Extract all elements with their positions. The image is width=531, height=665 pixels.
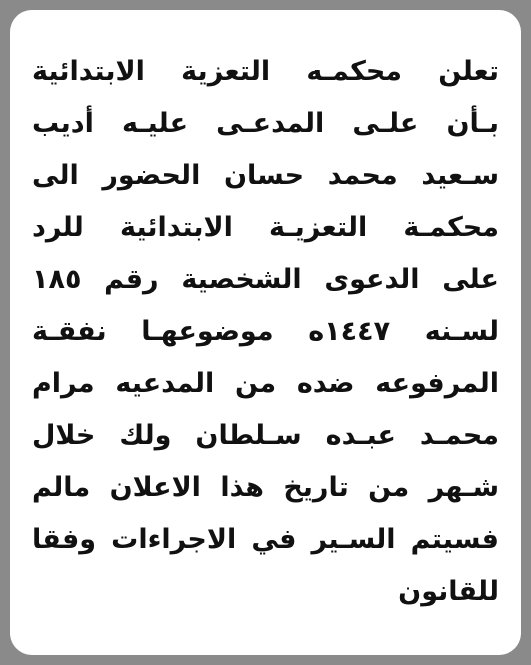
notice-line-9: شـهر من تاريخ هذا الاعلان مالم: [32, 472, 499, 503]
notice-line-11: للقانون: [398, 576, 499, 607]
notice-line-2: بـأن علـى المدعـى عليـه أديب: [32, 108, 499, 139]
notice-line-1: تعلن محكمـه التعزية الابتدائية: [32, 56, 499, 87]
notice-line-6: لسـنه ١٤٤٧ه موضوعهـا نفقـة: [32, 316, 499, 347]
notice-line-8: محمـد عبـده سـلطان ولك خلال: [32, 420, 499, 451]
notice-line-4: محكمـة التعزيـة الابتدائية للرد: [32, 212, 499, 243]
notice-line-5: على الدعوى الشخصية رقم ١٨٥: [32, 264, 499, 295]
notice-line-3: سـعيد محمد حسان الحضور الى: [32, 160, 499, 191]
notice-line-7: المرفوعه ضده من المدعيه مرام: [32, 368, 499, 399]
court-notice-text: [32, 46, 499, 618]
notice-line-10: فسيتم السـير في الاجراءات وفقا: [32, 524, 499, 555]
notice-card: [10, 10, 521, 655]
